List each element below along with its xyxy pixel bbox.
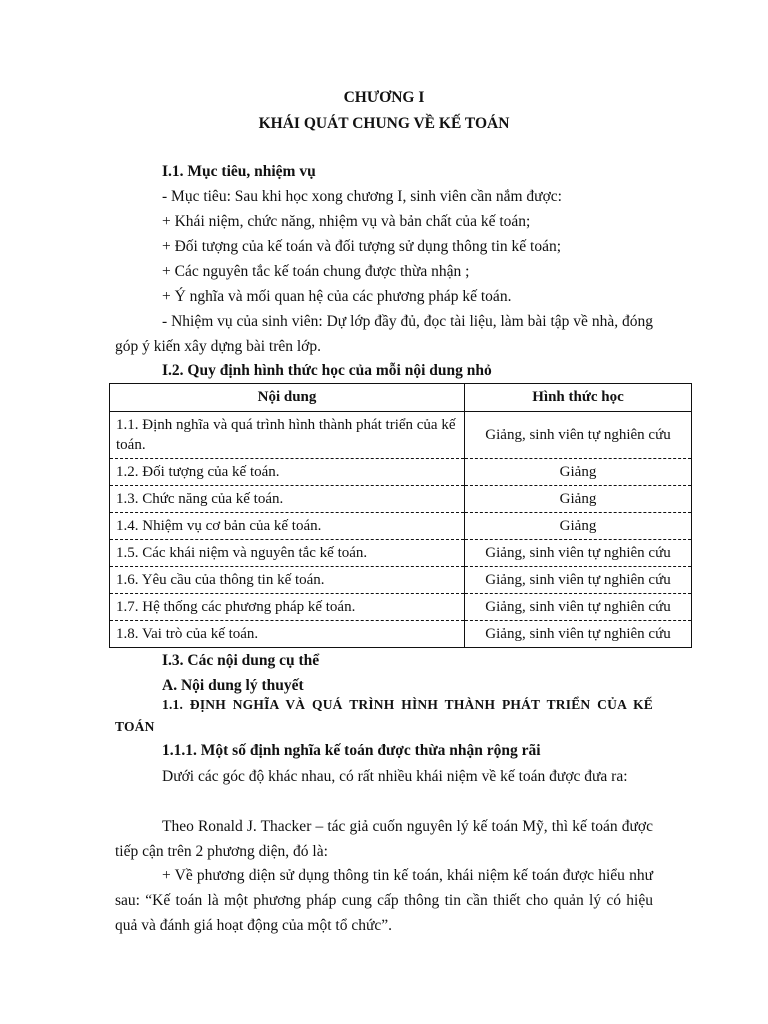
table-row (110, 540, 692, 567)
row-form: Giảng, sinh viên tự nghiên cứu (465, 540, 692, 567)
objective-line: + Đối tượng của kế toán và đối tượng sử dụng thông tin kế toán; (162, 238, 562, 255)
row-content: 1.2. Đối tượng của kế toán. (110, 459, 465, 486)
table-row (110, 567, 692, 594)
row-content: 1.3. Chức năng của kế toán. (110, 486, 465, 513)
column-header-content: Nội dung (110, 384, 465, 412)
paragraph-intro: Dưới các góc độ khác nhau, có rất nhiều khái niệm về kế toán được đưa ra: (162, 768, 628, 785)
row-content: 1.6. Yêu cầu của thông tin kế toán. (110, 567, 465, 594)
row-form: Giảng, sinh viên tự nghiên cứu (465, 621, 692, 648)
table-row (110, 459, 692, 486)
chapter-number: CHƯƠNG I (343, 89, 425, 106)
study-form-table (109, 383, 692, 648)
row-form: Giảng, sinh viên tự nghiên cứu (465, 567, 692, 594)
section-heading-specific-content: I.3. Các nội dung cụ thể (162, 652, 320, 669)
objective-line: + Các nguyên tắc kế toán chung được thừa nhận ; (162, 263, 470, 280)
row-form: Giảng (465, 459, 692, 486)
paragraph-definition: + Về phương diện sử dụng thông tin kế toán, khái niệm kế toán được hiểu như sau: “Kế toán là một phương pháp cung cấp thông tin cần thiết cho quản lý có hiệu quả và đánh giá hoạt động của một tổ chức”. (115, 867, 653, 934)
heading-accepted-definitions: 1.1.1. Một số định nghĩa kế toán được thừa nhận rộng rãi (162, 742, 541, 759)
row-form: Giảng (465, 486, 692, 513)
row-form: Giảng (465, 513, 692, 540)
table-row (110, 594, 692, 621)
objective-line: + Ý nghĩa và mối quan hệ của các phương pháp kế toán. (162, 288, 512, 305)
table-row (110, 412, 692, 459)
objective-line: - Mục tiêu: Sau khi học xong chương I, sinh viên cần nắm được: (162, 188, 562, 205)
row-content: 1.5. Các khái niệm và nguyên tắc kế toán. (110, 540, 465, 567)
chapter-title: KHÁI QUÁT CHUNG VỀ KẾ TOÁN (258, 115, 510, 132)
row-form: Giảng, sinh viên tự nghiên cứu (465, 412, 692, 459)
table-row (110, 621, 692, 648)
row-content: 1.7. Hệ thống các phương pháp kế toán. (110, 594, 465, 621)
heading-definition-history: 1.1. ĐỊNH NGHĨA VÀ QUÁ TRÌNH HÌNH THÀNH PHÁT TRIỂN CỦA KẾ TOÁN (115, 697, 653, 734)
table-header-row (110, 384, 692, 412)
section-heading-objectives: I.1. Mục tiêu, nhiệm vụ (162, 163, 316, 180)
row-form: Giảng, sinh viên tự nghiên cứu (465, 594, 692, 621)
row-content: 1.1. Định nghĩa và quá trình hình thành phát triển của kế toán. (110, 412, 465, 459)
student-task-paragraph: - Nhiệm vụ của sinh viên: Dự lớp đầy đủ, đọc tài liệu, làm bài tập về nhà, đóng góp ý kiến xây dựng bài trên lớp. (115, 313, 653, 355)
table-row (110, 513, 692, 540)
column-header-form: Hình thức học (465, 384, 692, 412)
section-heading-study-forms: I.2. Quy định hình thức học của mỗi nội dung nhỏ (162, 362, 492, 379)
table-row (110, 486, 692, 513)
row-content: 1.4. Nhiệm vụ cơ bản của kế toán. (110, 513, 465, 540)
subheading-theory: A. Nội dung lý thuyết (162, 677, 304, 694)
paragraph-thacker: Theo Ronald J. Thacker – tác giả cuốn nguyên lý kế toán Mỹ, thì kế toán được tiếp cận trên 2 phương diện, đó là: (115, 818, 653, 860)
row-content: 1.8. Vai trò của kế toán. (110, 621, 465, 648)
objective-line: + Khái niệm, chức năng, nhiệm vụ và bản chất của kế toán; (162, 213, 531, 230)
